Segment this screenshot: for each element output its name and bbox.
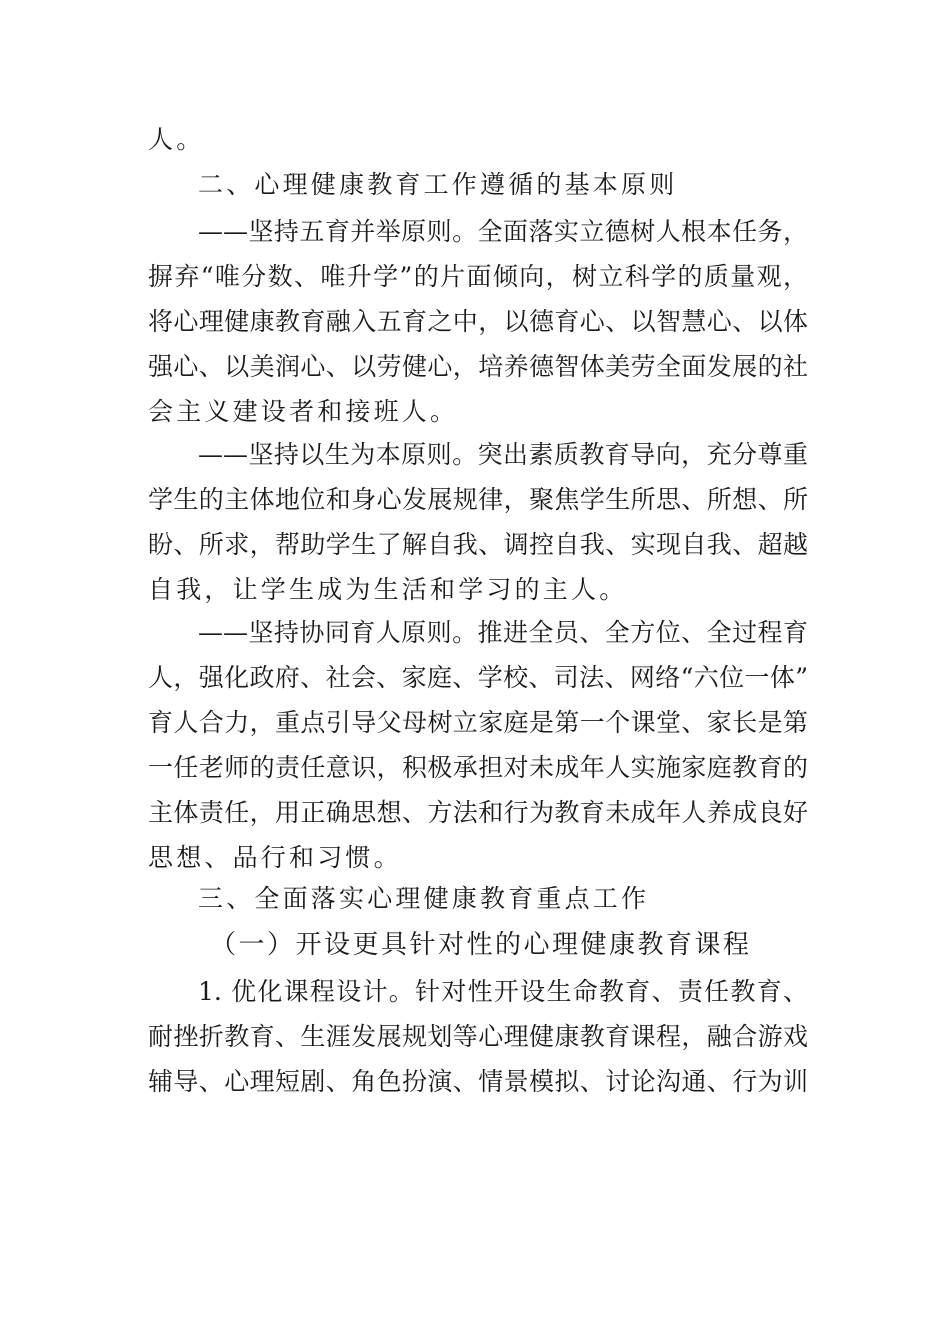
numbered-item: 1. 优化课程设计。针对性开设生命教育、责任教育、: [198, 977, 808, 1006]
text-line: 育人合力，重点引导父母树立家庭是第一个课堂、家长是第: [148, 708, 808, 737]
text-line: 会主义建设者和接班人。: [148, 397, 459, 426]
principle-line: ——坚持以生为本原则。突出素质教育导向，充分尊重: [198, 440, 808, 469]
text-line: 盼、所求，帮助学生了解自我、调控自我、实现自我、超越: [148, 530, 808, 559]
principle-line: ——坚持协同育人原则。推进全员、全方位、全过程育: [198, 618, 808, 647]
text-line: 耐挫折教育、生涯发展规划等心理健康教育课程，融合游戏: [148, 1022, 808, 1051]
text-line: 摒弃“唯分数、唯升学”的片面倾向，树立科学的质量观，: [148, 262, 808, 291]
section-heading: 三、全面落实心理健康教育重点工作: [198, 884, 650, 913]
text-line: 一任老师的责任意识，积极承担对未成年人实施家庭教育的: [148, 753, 808, 782]
principle-line: ——坚持五育并举原则。全面落实立德树人根本任务，: [198, 217, 808, 246]
text-line: 主体责任，用正确思想、方法和行为教育未成年人养成良好: [148, 798, 808, 827]
text-line: 将心理健康教育融入五育之中，以德育心、以智慧心、以体: [148, 307, 808, 336]
section-heading: 二、心理健康教育工作遵循的基本原则: [198, 170, 678, 199]
text-line: 人，强化政府、社会、家庭、学校、司法、网络“六位一体”: [148, 663, 808, 692]
text-line: 辅导、心理短剧、角色扮演、情景模拟、讨论沟通、行为训: [148, 1067, 808, 1096]
text-line: 思想、品行和习惯。: [148, 843, 402, 872]
text-line: 学生的主体地位和身心发展规律，聚焦学生所思、所想、所: [148, 485, 808, 514]
subsection-heading: （一）开设更具针对性的心理健康教育课程: [210, 930, 752, 960]
text-line: 自我，让学生成为生活和学习的主人。: [148, 575, 628, 604]
text-line: 强心、以美润心、以劳健心，培养德智体美劳全面发展的社: [148, 352, 808, 381]
text-line: 人。: [148, 125, 205, 154]
